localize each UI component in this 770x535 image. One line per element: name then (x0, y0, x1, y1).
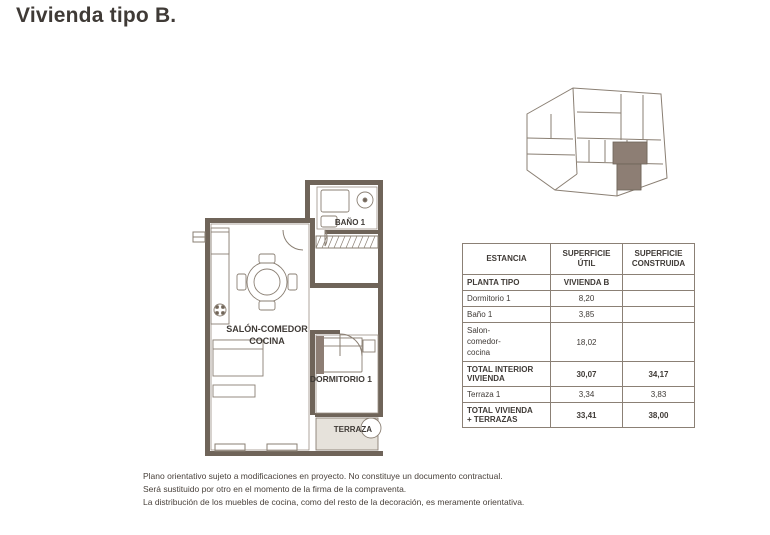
subheader-value: VIVIENDA B (551, 275, 623, 291)
table-row (463, 307, 695, 323)
row-estancia: Terraza 1 (463, 387, 551, 403)
row-util: 3,85 (551, 307, 623, 323)
row-estancia: Salon- comedor- cocina (463, 323, 551, 362)
row-util: 8,20 (551, 291, 623, 307)
svg-text:TERRAZA: TERRAZA (333, 425, 372, 434)
disclaimer-note (143, 470, 663, 510)
row-util: 3,34 (551, 387, 623, 403)
row-util: 30,07 (551, 362, 623, 387)
row-construida: 34,17 (623, 362, 695, 387)
row-construida (623, 323, 695, 362)
table-header-row (463, 244, 695, 275)
disclaimer-line-3: La distribución de los muebles de cocina, como del resto de la decoración, es meramente orientativa. (143, 497, 525, 508)
row-estancia: Dormitorio 1 (463, 291, 551, 307)
subheader-empty (623, 275, 695, 291)
row-util: 18,02 (551, 323, 623, 362)
row-util: 33,41 (551, 403, 623, 428)
svg-text:BAÑO 1: BAÑO 1 (334, 218, 366, 227)
table-row (463, 403, 695, 428)
row-estancia: Baño 1 (463, 307, 551, 323)
table-row (463, 323, 695, 362)
header-superficie-construida: SUPERFICIE CONSTRUIDA (623, 244, 695, 275)
key-plan-thumbnail (521, 78, 671, 203)
row-estancia: TOTAL VIVIENDA + TERRAZAS (463, 403, 551, 428)
row-construida: 3,83 (623, 387, 695, 403)
svg-text:DORMITORIO 1: DORMITORIO 1 (309, 374, 372, 384)
table-row (463, 291, 695, 307)
table-row (463, 387, 695, 403)
page-title: Vivienda tipo B. (16, 4, 177, 27)
table-subheader-row (463, 275, 695, 291)
areas-table (462, 243, 695, 428)
areas-table-container (462, 243, 694, 428)
floor-plan-drawing (175, 170, 455, 460)
row-estancia: TOTAL INTERIOR VIVIENDA (463, 362, 551, 387)
row-construida (623, 291, 695, 307)
row-construida: 38,00 (623, 403, 695, 428)
disclaimer-line-1: Plano orientativo sujeto a modificaciones en proyecto. No constituye un documento contractual. (143, 471, 503, 481)
table-row (463, 362, 695, 387)
svg-text:COCINA: COCINA (249, 336, 285, 346)
svg-text:SALÓN-COMEDOR: SALÓN-COMEDOR (226, 324, 308, 334)
header-superficie-util: SUPERFICIE ÚTIL (551, 244, 623, 275)
row-construida (623, 307, 695, 323)
header-estancia: ESTANCIA (463, 244, 551, 275)
disclaimer-line-2: Será sustituido por otro en el momento de la firma de la compraventa. (143, 484, 407, 495)
subheader-label: PLANTA TIPO (463, 275, 551, 291)
